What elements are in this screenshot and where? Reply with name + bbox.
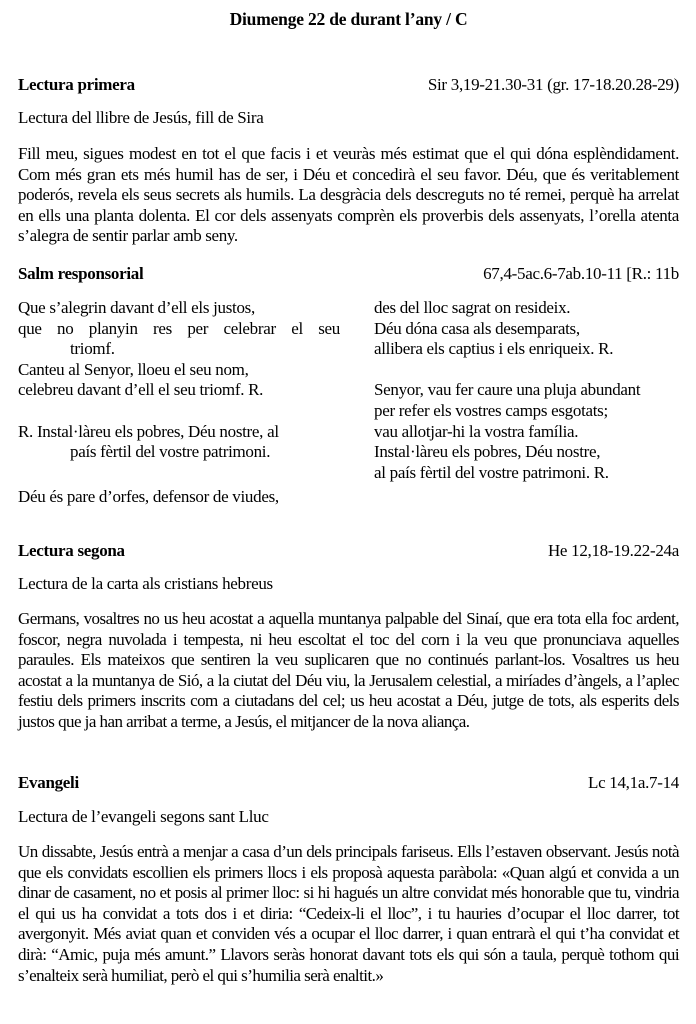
reading2-intro: Lectura de la carta als cristians hebreus xyxy=(18,574,273,593)
reading1-label: Lectura primera xyxy=(18,75,135,94)
gospel-reference: Lc 14,1a.7-14 xyxy=(588,773,679,792)
psalm-right-column xyxy=(374,298,696,483)
reading1-text: Fill meu, sigues modest en tot el que facis i et veuràs més estimat que el qui dóna esplèndidament. Com més gran ets més humil has de ser, i Déu et concedirà el seu favor. Déu, que és veritablement poderós, revela els seus secrets als humils. La desgràcia dels descreguts no té remei, perquè ha arrelat en ells una planta dolenta. El cor dels assenyats comprèn els proverbis dels assenyats, l’orella atenta s’alegra de sentir parlar amb seny. xyxy=(18,144,679,246)
stanza-break xyxy=(18,401,343,422)
psalm-left-column xyxy=(18,298,343,507)
reading2-text: Germans, vosaltres no us heu acostat a aquella muntanya palpable del Sinaí, que era tota ella foc ardent, foscor, negra nuvolada i tempesta, ni heu escoltat el toc del corn i la veu que pronunciava aquelles paraules. Els mateixos que sentiren la veu suplicaren que no continués parlant-los. Vosaltres us heu acostat a la muntanya de Sió, a la ciutat del Déu viu, la Jerusalem celestial, a miríades d’àngels, a l’aplec festiu dels primers inscrits com a ciutadans del cel; us heu acostat a Déu, jutge de tots, als esperits dels justos que ja han arribat a terme, a Jesús, el mitjancer de la nova aliança. xyxy=(18,609,679,731)
gospel-label: Evangeli xyxy=(18,773,79,792)
psalm-line: Que s’alegrin davant d’ell els justos, xyxy=(18,298,255,317)
psalm-line: Déu és pare d’orfes, defensor de viudes, xyxy=(18,486,279,506)
psalm-line: triomf. xyxy=(70,339,115,359)
psalm-line: Senyor, vau fer caure una pluja abundant xyxy=(374,380,641,400)
reading2-label: Lectura segona xyxy=(18,541,125,560)
gospel-header xyxy=(18,773,679,794)
reading1-header xyxy=(18,75,679,96)
gospel-intro: Lectura de l’evangeli segons sant Lluc xyxy=(18,807,269,826)
psalm-reference: 67,4-5ac.6-7ab.10-11 [R.: 11b xyxy=(483,264,679,283)
stanza-break xyxy=(18,463,343,487)
psalm-response: país fèrtil del vostre patrimoni. xyxy=(70,442,271,462)
psalm-header xyxy=(18,264,679,285)
reading1-intro: Lectura del llibre de Jesús, fill de Sira xyxy=(18,108,264,127)
psalm-response: R. Instal·làreu els pobres, Déu nostre, al xyxy=(18,421,279,441)
psalm-line: Canteu al Senyor, lloeu el seu nom, xyxy=(18,359,249,379)
stanza-break xyxy=(374,360,696,381)
reading2-reference: He 12,18-19.22-24a xyxy=(547,541,679,560)
psalm-line: celebreu davant d’ell el seu triomf. R. xyxy=(18,380,264,400)
psalm-line: allibera els captius i els enriqueix. R. xyxy=(374,339,614,359)
reading2-header xyxy=(18,541,679,562)
reading1-reference: Sir 3,19-21.30-31 (gr. 17-18.20.28-29) xyxy=(427,75,679,94)
psalm-line: Déu dóna casa als desemparats, xyxy=(374,318,580,338)
psalm-line: des del lloc sagrat on resideix. xyxy=(374,298,571,317)
psalm-label: Salm responsorial xyxy=(18,264,144,283)
gospel-text: Un dissabte, Jesús entrà a menjar a casa d’un dels principals fariseus. Ells l’estaven observant. Jesús notà que els convidats escollien els primers llocs i els proposà aquesta paràbola: «Quan algú et convida a un dinar de casament, no et posis al primer lloc: si hi hagués un altre convidat més honorable que tu, vindria el qui us ha convidat a tots dos i et diria: “Cedeix-li el lloc”, i tu hauries d’ocupar el lloc darrer, tot avergonyit. Més aviat quan et conviden vés a ocupar el lloc darrer, i quan entrarà el qui t’ha convidat et dirà: “Amic, puja més amunt.” Llavors seràs honorat davant tots els qui són a taula, perquè tothom qui s’enalteix serà humiliat, però el qui s’humilia serà enaltit.» xyxy=(18,842,679,985)
psalm-line: que no planyin res per celebrar el seu xyxy=(18,318,340,338)
page-title: Diumenge 22 de durant l’any / C xyxy=(229,9,468,29)
psalm-line: Instal·làreu els pobres, Déu nostre, xyxy=(374,442,601,462)
psalm-line: al país fèrtil del vostre patrimoni. R. xyxy=(374,462,609,482)
psalm-line: per refer els vostres camps esgotats; xyxy=(374,400,608,420)
psalm-line: vau allotjar-hi la vostra família. xyxy=(374,421,579,441)
